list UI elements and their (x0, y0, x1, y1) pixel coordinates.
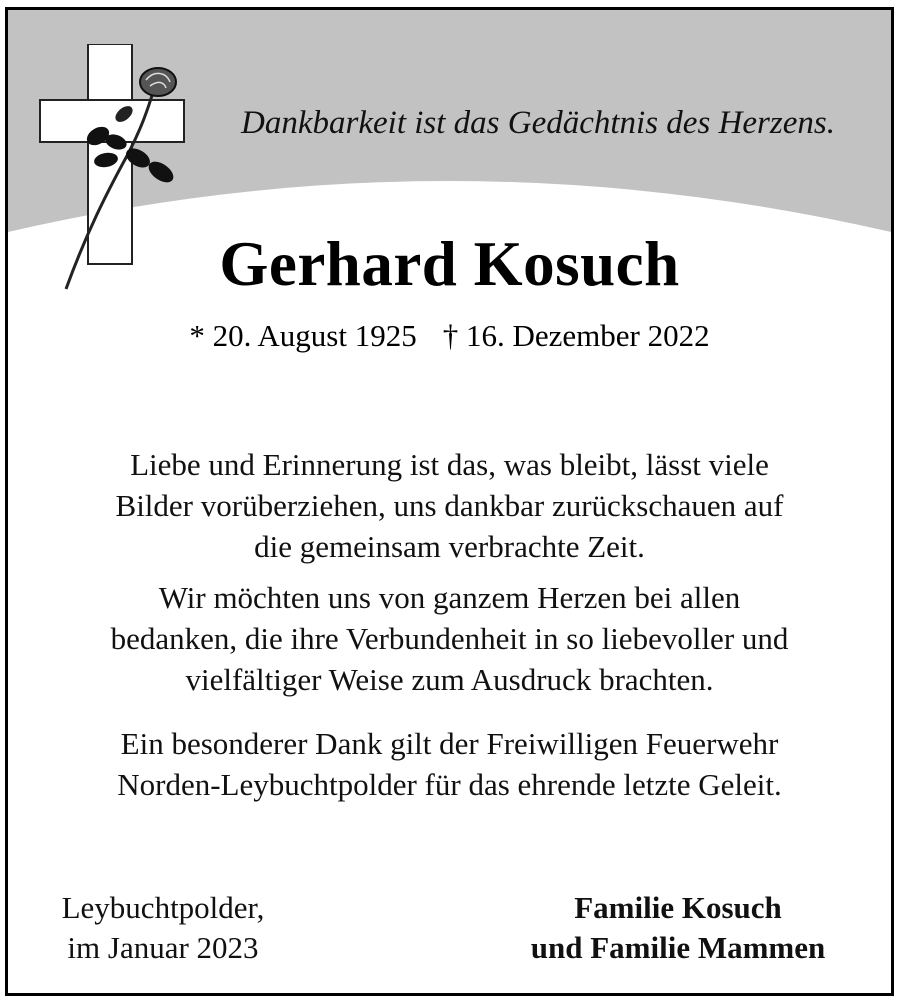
motto-quote: Dankbarkeit ist das Gedächtnis des Herzens. (241, 105, 835, 141)
family-line: Familie Kosuch (574, 890, 782, 925)
paragraph-remembrance (8, 444, 891, 567)
text-line: bedanken, die ihre Verbundenheit in so liebevoller und (110, 621, 789, 656)
life-dates (8, 318, 891, 354)
birth-date: * 20. August 1925 (189, 318, 417, 353)
paragraph-fire-brigade (8, 723, 891, 805)
place-line: Leybuchtpolder, (61, 890, 265, 925)
text-line: die gemeinsam verbrachte Zeit. (254, 529, 645, 564)
family-line: und Familie Mammen (530, 930, 826, 965)
obituary-notice (5, 7, 894, 996)
text-line: Liebe und Erinnerung ist das, was bleibt, lässt viele (130, 447, 769, 482)
text-line: vielfältiger Weise zum Ausdruck brachten. (185, 662, 714, 697)
death-date: † 16. Dezember 2022 (442, 318, 710, 353)
text-line: Wir möchten uns von ganzem Herzen bei allen (158, 580, 741, 615)
text-line: Bilder vorüberziehen, uns dankbar zurückschauen auf (115, 488, 784, 523)
date-line: im Januar 2023 (67, 930, 259, 965)
place-and-date (38, 888, 288, 968)
text-line: Ein besonderer Dank gilt der Freiwilligen Feuerwehr (120, 726, 779, 761)
deceased-name: Gerhard Kosuch (219, 229, 680, 299)
paragraph-thanks (8, 577, 891, 700)
family-signature (488, 888, 868, 968)
text-line: Norden-Leybuchtpolder für das ehrende letzte Geleit. (117, 767, 782, 802)
